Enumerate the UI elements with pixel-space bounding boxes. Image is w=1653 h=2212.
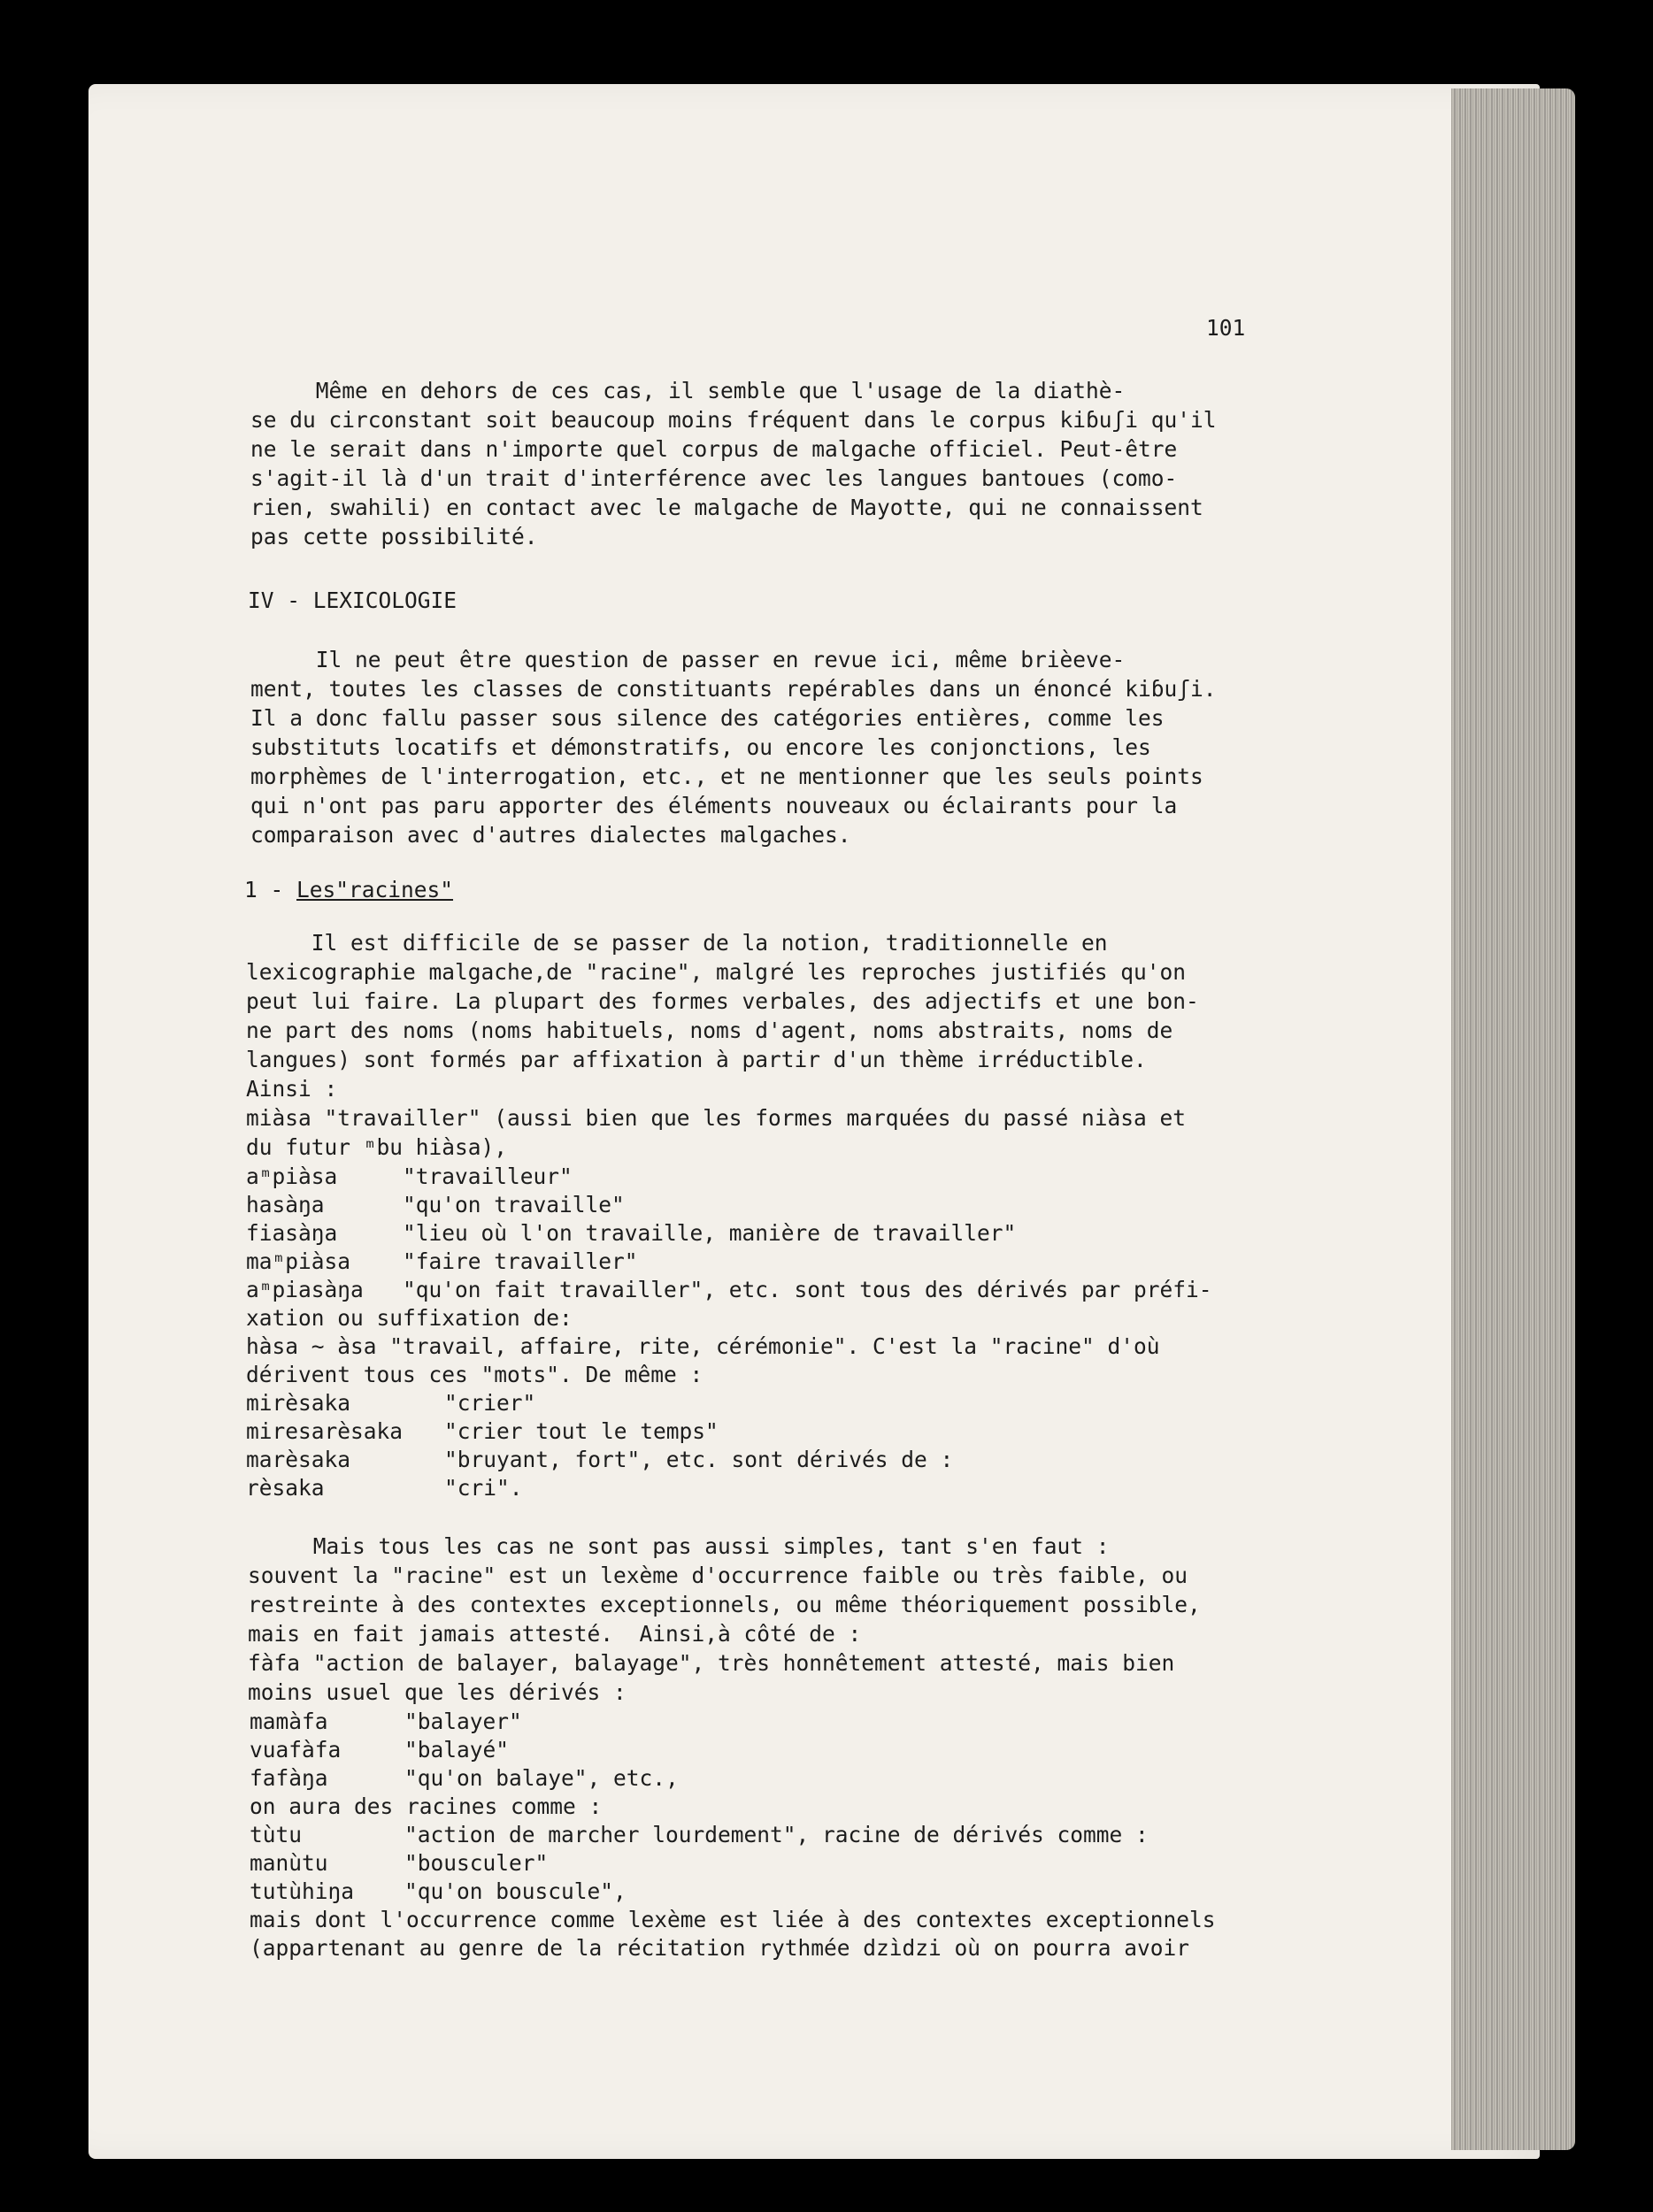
text-line: Il ne peut être question de passer en revue ici, même brièeve-	[250, 647, 1126, 672]
page-number: 101	[1206, 315, 1246, 341]
text-line: Ainsi :	[246, 1076, 338, 1102]
text-line: fàfa "action de balayer, balayage", très honnêtement attesté, mais bien	[248, 1650, 1175, 1676]
example-word: tutùhiŋa	[250, 1878, 355, 1904]
section-heading: IV - LEXICOLOGIE	[248, 588, 457, 613]
example-gloss: "travailleur"	[403, 1164, 573, 1189]
example-word: aᵐpiàsa	[246, 1164, 338, 1189]
text-line: se du circonstant soit beaucoup moins fréquent dans le corpus kiɓuʃi qu'il	[250, 407, 1217, 433]
example-gloss: "lieu où l'on travaille, manière de travailler"	[403, 1220, 1017, 1246]
text-line: hàsa ~ àsa "travail, affaire, rite, cérémonie". C'est la "racine" d'où	[246, 1333, 1160, 1359]
subsection-title: Les"racines"	[296, 877, 454, 902]
page-stack-edge	[1451, 88, 1575, 2150]
example-word: mamàfa	[250, 1709, 328, 1734]
text-line: moins usuel que les dérivés :	[248, 1679, 627, 1705]
example-gloss: "balayer"	[404, 1709, 522, 1734]
example-word: rèsaka	[246, 1475, 325, 1501]
text-line: souvent la "racine" est un lexème d'occurrence faible ou très faible, ou	[248, 1563, 1188, 1588]
text-line: Même en dehors de ces cas, il semble que l'usage de la diathè-	[250, 378, 1126, 403]
text-line: du futur ᵐbu hiàsa),	[246, 1134, 508, 1160]
text-line: s'agit-il là d'un trait d'interférence avec les langues bantoues (como-	[250, 465, 1178, 491]
text-line: pas cette possibilité.	[250, 524, 538, 549]
example-gloss: "cri".	[444, 1475, 523, 1501]
subsection-number: 1 -	[244, 877, 297, 902]
example-word: vuafàfa	[250, 1737, 342, 1763]
text-line: dérivent tous ces "mots". De même :	[246, 1362, 703, 1387]
example-word: hasàŋa	[246, 1192, 325, 1217]
text-line: lexicographie malgache,de "racine", malgré les reproches justifiés qu'on	[246, 959, 1187, 985]
text-line: qui n'ont pas paru apporter des éléments nouveaux ou éclairants pour la	[250, 793, 1178, 818]
text-line: morphèmes de l'interrogation, etc., et ne mentionner que les seuls points	[250, 764, 1203, 789]
text-line: on aura des racines comme :	[250, 1793, 603, 1819]
subsection-heading	[244, 876, 453, 904]
example-word: marèsaka	[246, 1447, 351, 1472]
text-line: mais en fait jamais attesté. Ainsi,à côté de :	[248, 1621, 862, 1647]
example-word: aᵐpiasàŋa	[246, 1277, 364, 1302]
example-gloss: "faire travailler"	[403, 1248, 638, 1274]
text-line: peut lui faire. La plupart des formes verbales, des adjectifs et une bon-	[246, 988, 1199, 1014]
example-gloss: "crier"	[444, 1390, 536, 1416]
example-word: miresarèsaka	[246, 1418, 404, 1444]
example-gloss: "qu'on bouscule",	[404, 1878, 627, 1904]
text-line: ne le serait dans n'importe quel corpus de malgache officiel. Peut-être	[250, 436, 1178, 462]
example-gloss: "crier tout le temps"	[444, 1418, 719, 1444]
example-gloss: "balayé"	[404, 1737, 510, 1763]
text-line: langues) sont formés par affixation à partir d'un thème irréductible.	[246, 1047, 1147, 1072]
text-line: xation ou suffixation de:	[246, 1305, 573, 1331]
example-word: mirèsaka	[246, 1390, 351, 1416]
text-line: substituts locatifs et démonstratifs, ou encore les conjonctions, les	[250, 734, 1151, 760]
example-word: manùtu	[250, 1850, 328, 1876]
text-line: ment, toutes les classes de constituants repérables dans un énoncé kiɓuʃi.	[250, 676, 1217, 702]
example-gloss: "bousculer"	[404, 1850, 549, 1876]
example-word: maᵐpiàsa	[246, 1248, 351, 1274]
example-gloss: "action de marcher lourdement", racine de dérivés comme :	[404, 1822, 1149, 1847]
text-line: Il est difficile de se passer de la notion, traditionnelle en	[246, 930, 1108, 956]
text-line: rien, swahili) en contact avec le malgache de Mayotte, qui ne connaissent	[250, 495, 1203, 520]
example-gloss: "qu'on balaye", etc.,	[404, 1765, 679, 1791]
text-line: Mais tous les cas ne sont pas aussi simples, tant s'en faut :	[248, 1533, 1110, 1559]
example-gloss: "bruyant, fort", etc. sont dérivés de :	[444, 1447, 954, 1472]
text-line: (appartenant au genre de la récitation rythmée dzìdzi où on pourra avoir	[250, 1935, 1190, 1961]
text-line: ne part des noms (noms habituels, noms d'agent, noms abstraits, noms de	[246, 1018, 1173, 1043]
text-line: miàsa "travailler" (aussi bien que les formes marquées du passé niàsa et	[246, 1105, 1187, 1131]
text-line: mais dont l'occurrence comme lexème est liée à des contextes exceptionnels	[250, 1907, 1216, 1932]
example-word: tùtu	[250, 1822, 303, 1847]
text-line: Il a donc fallu passer sous silence des catégories entières, comme les	[250, 705, 1165, 731]
text-line: comparaison avec d'autres dialectes malgaches.	[250, 822, 851, 848]
example-word: fafàŋa	[250, 1765, 328, 1791]
example-word: fiasàŋa	[246, 1220, 338, 1246]
text-line: restreinte à des contextes exceptionnels, ou même théoriquement possible,	[248, 1592, 1201, 1617]
example-gloss: "qu'on travaille"	[403, 1192, 625, 1217]
example-gloss: "qu'on fait travailler", etc. sont tous des dérivés par préfi-	[403, 1277, 1212, 1302]
